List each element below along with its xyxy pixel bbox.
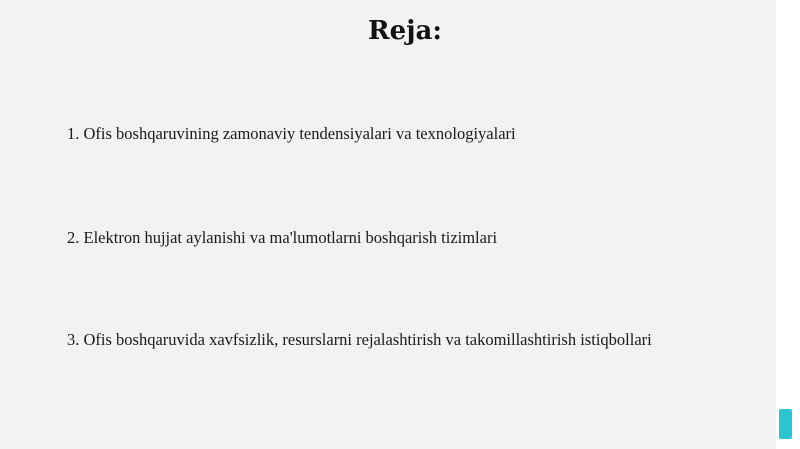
scrollbar-track[interactable] xyxy=(776,0,800,449)
scroll-thumb[interactable] xyxy=(779,409,792,439)
plan-item-3: 3. Ofis boshqaruvida xavfsizlik, resurslarni rejalashtirish va takomillashtirish istiqbollari xyxy=(67,330,652,349)
plan-item-2: 2. Elektron hujjat aylanishi va ma'lumotlarni boshqarish tizimlari xyxy=(67,228,498,247)
slide-title: Reja: xyxy=(367,16,442,46)
plan-item-1: 1. Ofis boshqaruvining zamonaviy tendensiyalari va texnologiyalari xyxy=(67,124,516,143)
